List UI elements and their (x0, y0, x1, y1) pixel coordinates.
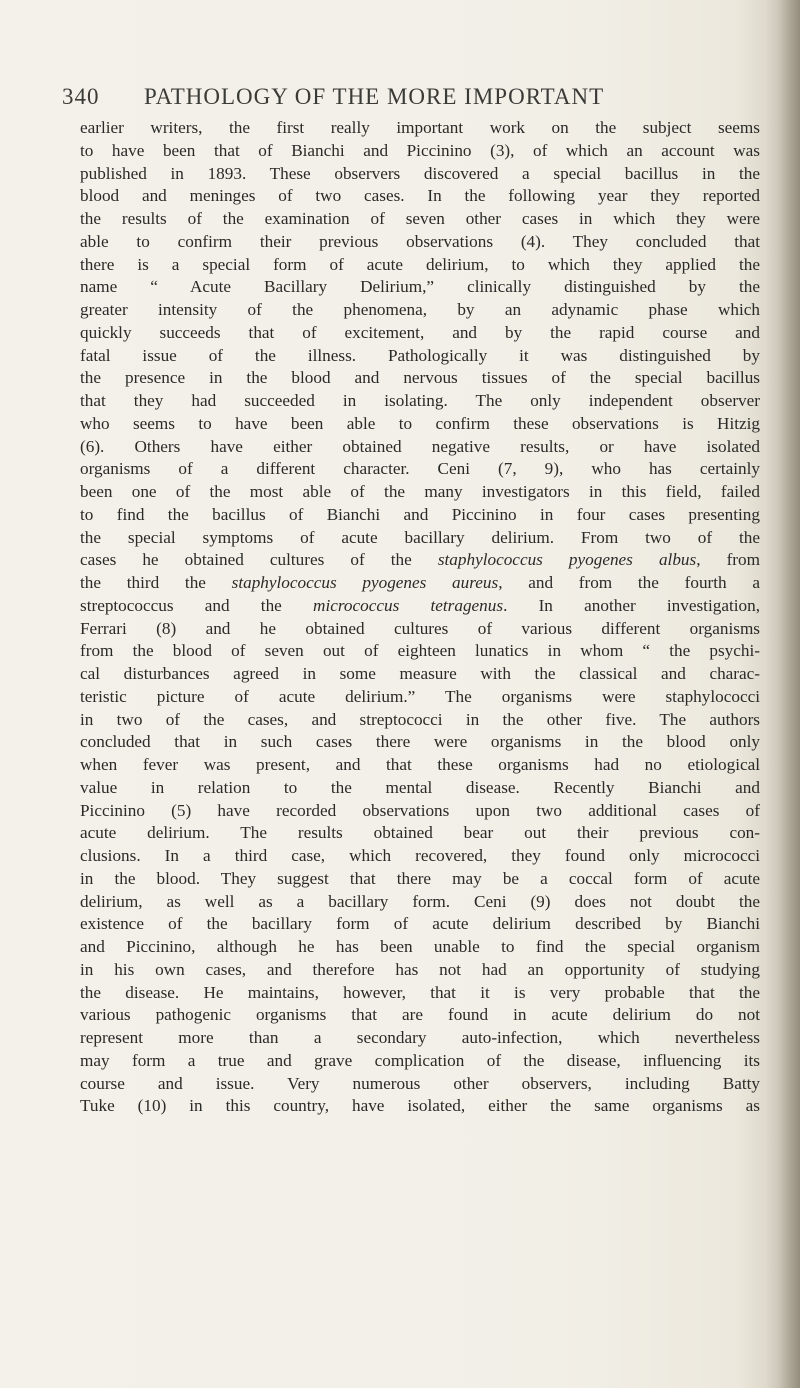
text-line (80, 390, 760, 413)
text-line (80, 800, 760, 823)
text-segment: organisms of a different character. Ceni (7, 9), who has certainly (80, 459, 760, 479)
text-segment: , and from the fourth a (498, 573, 760, 592)
text-segment: may form a true and grave complication of the disease, influencing its (80, 1050, 760, 1070)
text-line (80, 1050, 760, 1073)
text-line (80, 458, 760, 481)
text-segment: earlier writers, the first really important work on the subject seems (80, 118, 760, 137)
text-segment: cal disturbances agreed in some measure with the classical and charac- (80, 664, 760, 683)
text-segment: when fever was present, and that these organisms had no etiological (80, 755, 760, 774)
text-segment: name “ Acute Bacillary Delirium,” clinically distinguished by the (80, 277, 760, 297)
text-line (80, 208, 760, 231)
text-line (80, 1004, 760, 1027)
text-segment: in two of the cases, and streptococci in the other five. The authors (80, 709, 760, 729)
text-segment: the results of the examination of seven other cases in which they were (80, 209, 760, 228)
text-line (80, 413, 760, 436)
text-line (80, 436, 760, 459)
italic-term: micrococcus tetragenus (313, 595, 504, 615)
text-line (80, 1073, 760, 1096)
text-segment: in his own cases, and therefore has not had an opportunity of studying (80, 959, 760, 979)
text-line (80, 777, 760, 800)
text-segment: cases he obtained cultures of the (80, 550, 438, 570)
text-line (80, 549, 760, 572)
text-segment: and Piccinino, although he has been unable to find the special organism (80, 937, 760, 956)
text-line (80, 982, 760, 1005)
text-segment: existence of the bacillary form of acute delirium described by Bianchi (80, 914, 760, 934)
text-line (80, 686, 760, 709)
text-segment: Ferrari (8) and he obtained cultures of various different organisms (80, 618, 760, 638)
text-segment: quickly succeeds that of excitement, and by the rapid course and (80, 322, 760, 342)
text-segment: been one of the most able of the many investigators in this field, failed (80, 482, 760, 501)
text-line (80, 185, 760, 208)
text-segment: teristic picture of acute delirium.” The organisms were staphylococci (80, 686, 760, 706)
text-line (80, 731, 760, 754)
text-line (80, 527, 760, 550)
text-segment: (6). Others have either obtained negative results, or have isolated (80, 436, 760, 456)
text-line (80, 367, 760, 390)
text-segment: represent more than a secondary auto-infection, which nevertheless (80, 1028, 760, 1047)
page-edge-shadow (766, 0, 800, 1388)
text-segment: to have been that of Bianchi and Piccinino (3), of which an account was (80, 140, 760, 160)
text-line (80, 868, 760, 891)
text-segment: the disease. He maintains, however, that it is very probable that the (80, 982, 760, 1002)
text-segment: Piccinino (5) have recorded observations upon two additional cases of (80, 800, 760, 820)
text-segment: , from (696, 550, 760, 570)
text-segment: that they had succeeded in isolating. The only independent observer (80, 391, 760, 410)
text-segment: acute delirium. The results obtained bear out their previous con- (80, 823, 760, 843)
text-line (80, 640, 760, 663)
text-line (80, 299, 760, 322)
text-segment: the special symptoms of acute bacillary delirium. From two of the (80, 527, 760, 547)
text-segment: the presence in the blood and nervous tissues of the special bacillus (80, 368, 760, 388)
text-segment: who seems to have been able to confirm these observations is Hitzig (80, 413, 760, 433)
text-segment: course and issue. Very numerous other observers, including Batty (80, 1073, 760, 1093)
text-segment: delirium, as well as a bacillary form. Ceni (9) does not doubt the (80, 891, 760, 911)
text-line (80, 891, 760, 914)
page-header (62, 84, 722, 118)
text-segment: there is a special form of acute delirium, to which they applied the (80, 254, 760, 274)
text-line (80, 936, 760, 959)
text-line (80, 572, 760, 595)
body-text (80, 117, 760, 1118)
running-head: PATHOLOGY OF THE MORE IMPORTANT (144, 84, 605, 109)
text-segment: greater intensity of the phenomena, by an adynamic phase which (80, 300, 760, 319)
text-line (80, 163, 760, 186)
text-line (80, 231, 760, 254)
text-segment: to find the bacillus of Bianchi and Piccinino in four cases presenting (80, 504, 760, 524)
italic-term: staphylococcus pyogenes albus (437, 550, 697, 570)
text-line (80, 117, 760, 140)
text-segment: streptococcus and the (80, 595, 314, 615)
text-segment: clusions. In a third case, which recovered, they found only micrococci (80, 846, 760, 865)
text-segment: . In another investigation, (503, 595, 760, 615)
text-line (80, 845, 760, 868)
text-line (80, 322, 760, 345)
text-line (80, 754, 760, 777)
text-segment: various pathogenic organisms that are found in acute delirium do not (80, 1005, 760, 1025)
text-segment: fatal issue of the illness. Pathologically it was distinguished by (80, 345, 760, 365)
text-line (80, 504, 760, 527)
text-line (80, 913, 760, 936)
text-line (80, 140, 760, 163)
italic-term: staphylococcus pyogenes aureus (231, 573, 499, 592)
text-segment: blood and meninges of two cases. In the following year they reported (80, 186, 760, 206)
text-segment: concluded that in such cases there were organisms in the blood only (80, 732, 760, 752)
text-line (80, 254, 760, 277)
text-segment: able to confirm their previous observations (4). They concluded that (80, 231, 760, 251)
text-line (80, 959, 760, 982)
text-line (80, 481, 760, 504)
text-segment: published in 1893. These observers discovered a special bacillus in the (80, 163, 760, 183)
text-line (80, 663, 760, 686)
text-segment: from the blood of seven out of eighteen lunatics in whom “ the psychi- (80, 641, 760, 661)
text-line (80, 1027, 760, 1050)
text-line (80, 822, 760, 845)
text-segment: the third the (80, 573, 232, 592)
text-line (80, 618, 760, 641)
text-line (80, 1095, 760, 1118)
page-number: 340 (62, 84, 100, 109)
text-line (80, 276, 760, 299)
text-line (80, 595, 760, 618)
text-line (80, 345, 760, 368)
text-segment: Tuke (10) in this country, have isolated, either the same organisms as (80, 1096, 760, 1116)
text-segment: value in relation to the mental disease. Recently Bianchi and (80, 777, 760, 797)
text-line (80, 709, 760, 732)
text-segment: in the blood. They suggest that there may be a coccal form of acute (80, 868, 760, 888)
